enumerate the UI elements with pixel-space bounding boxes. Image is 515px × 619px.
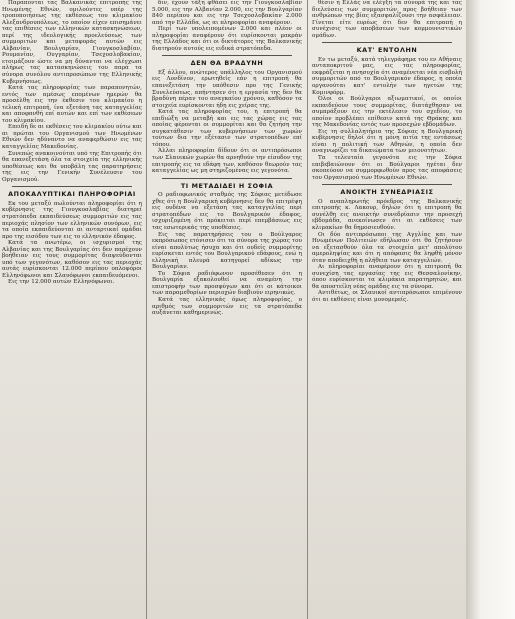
page-margin [466, 0, 515, 619]
divider-rule [12, 186, 132, 187]
col2-body2-4: Κατά τας ελληνικάς όμως πληροφορίας, ο αριθμός των συμμοριτών εις τα στρατόπεδα αυξάνεται καθημερινώς. [152, 296, 302, 317]
headline-will-not-delay: ΔΕΝ ΘΑ ΒΡΑΔΥΝΗ [190, 59, 264, 68]
col3-lead-1: θέσιν η Ελλάς να ελέγξη τα σύνορά της και τας διελεύσεις των συμμοριτών, προς βοήθειαν των ανθρώπων της βίας εξασφαλίζουσι την ασφάλειαν. Γίνεται είτε ευρέως ότι δεν θα επιτραπή η συνέχισις των αποβάσεων των κομμουνιστικών ομάδων. [312, 0, 462, 39]
col3-body2-2: Οι δύο αντιπρόσωποι της Αγγλίας και των Ηνωμένων Πολιτειών εδήλωσαν ότι θα ζητήσουν να εξετασθούν όλα τα στοιχεία μετ' απολύτου αμεροληψίας και ότι η απόφασις θα ληφθή μόνον όταν αποδειχθή η αλήθεια των καταγγελιών. [312, 231, 462, 264]
divider-rule [162, 55, 292, 56]
col1-body-1: Εκ του μεταξύ πωλούνται πληροφορίαι ότι η κυβέρνησις της Γιουγκοσλαβίας διατηρεί στρατόπεδα εκπαιδεύσεως συμμοριτών εις τας περιοχάς πλησίον των ελληνικών συνόρων, εις τα οποία εκπαιδεύονται αι ανταρτικαί ομάδαι προ της εισόδου των εις το ελληνικόν έδαφος. [2, 200, 142, 240]
col3-body1-4: Τα τελευταία γεγονότα εις την Σόφια επιβεβαιώνουν ότι οι Βούλγαροι ηγέται δεν σκοπεύουν να συμμορφωθούν προς τας αποφάσεις του Οργανισμού των Ηνωμένων Εθνών. [312, 155, 462, 181]
col1-body-3: Εις την 12.000 αυτών Ελληνόφωνοι. [8, 279, 115, 286]
divider-rule [162, 178, 292, 179]
headline-open-session: ΑΝΟΙΚΤΗ ΣΥΝΕΔΡΙΑΣΙΣ [340, 188, 434, 197]
col3-body2-3: Αι πληροφορίαι αναφέρουν ότι η επιτροπή θα συνεχίση τας εργασίας της εις Θεσσαλονίκην, όπου ευρίσκονται τα κλιμάκια παρατηρητών, και θα αποστείλη νέας ομάδας εις τα σύνορα. [312, 264, 462, 290]
col1-lead-3: Επειδή δε αι εκθέσεις του κλιμακίου ούτω και αι πρώται του Οργανισμού των Ηνωμένων Εθνών δεν ηδύναντο να αναφερθώσιν εις τας καταγγελίας Μακεδονίας. [2, 124, 142, 151]
column-divider [307, 0, 308, 619]
col2-body1-1: Εξ άλλου, ανώτερος υπάλληλος του Οργανισμού εις Λονδίνον, ερωτηθείς εάν η επιτροπή θα επανεξετάση την υπόθεσιν προ της Γενικής Συνελεύσεως, απήντησεν ότι η εργασία της δεν θα βραδύνη πέραν του αναγκαίου χρόνου, καθόσον τα στοιχεία ευρίσκονται ήδη εις χείρας της. [152, 69, 302, 109]
headline-sofia-broadcast: ΤΙ ΜΕΤΑΔΙΔΕΙ Η ΣΟΦΙΑ [180, 181, 274, 190]
col3-body1-3: Εις τη συλλαλητήρια της Σόφιας η Βουλγαρική κυβέρνησις δηλοί ότι η μόνη αιτία της εντάσεως είναι η πολιτική των Αθηνών, η οποία δεν αναγνωρίζει τα δικαιώματα των μειονοτήτων. [312, 128, 462, 155]
column-left [2, 0, 142, 619]
col2-lead-2: Περί των υπολειπομένων 2.000 και πλέον οι πληροφορίαι αναφέρουν ότι ευρίσκονται μακράν της Ελλάδος και ότι οι δικτάτορες της Βαλκανικής διατηρούν αυτούς εις ειδικά στρατόπεδα. [152, 26, 302, 52]
col2-body2-1: Ο ραδιοφωνικός σταθμός της Σόφιας μετέδωσε χθες ότι η Βουλγαρική κυβέρνησις δεν θα επιτρέψη εις ουδένα να εξετάση τας καταγγελίας περί στρατοπέδων εις το Βουλγαρικόν έδαφος, ισχυριζομένη ότι πρόκειται περί επεμβάσεως εις τας εσωτερικάς της υποθέσεις. [152, 192, 302, 231]
col2-body1-3: Άλλαι πληροφορίαι δίδουν ότι οι αντιπρόσωποι των Σλαυικών χωρών θα αρνηθούν την είσοδον της επιτροπής εις τα εδάφη των, καθόσον θεωρούν τας καταγγελίας ως μη στηριζομένας εις γεγονότα. [152, 148, 302, 175]
col2-body1-2: Κατά τας πληροφορίας του, η επιτροπή θα επιδιώξη να μεταβή και εις τας χώρας εις τας οποίας φέρονται οι συμμορίται και θα ζητήση την συγκατάθεσιν των κυβερνήσεων των χωρών τούτων δια την εξέτασιν των στρατοπέδων επί τόπου. [152, 109, 302, 148]
column-middle [152, 0, 302, 619]
col3-body1-1: Εν τω μεταξύ, κατά τηλεγράφημα του εν Αθήναις ανταποκριτού μας, εις τας πληροφορίας, εκφράζεται η ανησυχία ότι αναμένεται νέα εισβολή συμμοριτών από το Βουλγαρικόν έδαφος, η οποία οργανούται κατ' εντολήν των ηγετών της Κομινφόρμ. [312, 56, 462, 96]
divider-rule [322, 42, 452, 43]
col1-body-2: Κατά τα ανωτέρω, οι ισχυρισμοί της Αλβανίας και της Βουλγαρίας ότι δεν παρέχουν βοήθειαν εις τους συμμορίτας διαψεύδονται υπό των γεγονότων, καθόσον εις τας περιοχάς αυτάς ευρίσκονται 12.000 περίπου οπλοφόροι Ελληνόφωνοι και Σλαυόφωνοι εκπαιδευόμενοι. [2, 240, 142, 279]
col2-lead-1: διν, έχουν τάξη φθάσει εις την Γιουγκοσλαβίαν 5.000, εις την Αλβανίαν 2.000, εις την Βουλγαρίαν 840 περίπου και εις την Τσεχοσλοβακίαν 2.000 από την Ελλάδα, ως αι πληροφορίαι αναφέρουν. [152, 0, 302, 26]
divider-rule [322, 184, 452, 185]
col1-lead-2: Κατά τας πληροφορίας των παραπονητών, εντός των αμέσως επομένων ημερών θα προσέλθη εις την έκθεσιν του κλιμακίου η τελική επιτροπή, ίνα εξετάση τας καταγγελίας και αποφανθή επί αυτών και επί των εκθέσεων του κλιμακίου. [2, 85, 142, 124]
headline-revealing-info: ΑΠΟΚΑΛΥΠΤΙΚΑΙ ΠΛΗΡΟΦΟΡΙΑΙ [8, 190, 136, 199]
col1-lead-1: Παραπονται τας Βαλκανικάς επιτροπής της Ηνωμένης Εθνών, ομιλούντες υπέρ της τροποποιήσεως της εκθέσεως του κλιμακίου Αλεξανδρουπόλεως, το οποίον είχεν επισημάνει τας επιθέσεις των ελληνικών κατασκηνώσεων, περί της ιδεολογικής προελεύσεως των συμμοριτών και μεταφοράς αυτών εις Αλβανίαν, Βουλγαρίαν, Γιουγκοσλαβίαν, Ρουμανίαν, Ουγγαρίαν, Τσεχοσλοβακίαν, ετοιμάζουν ώστε να μη δύνανται να ελέγχωσι πλήρως τας κατασκηνώσεις του παρά τα σύνορα συνόλου αντιπροσώπων της Ελληνικής Κυβερνήσεως. [2, 0, 142, 85]
col3-body2-4: Αντιθέτως, οι Σλαυικοί αντιπρόσωποι επιμένουν ότι αι εκθέσεις είναι μονομερείς. [312, 290, 462, 303]
column-right [312, 0, 462, 619]
col3-body2-1: Ο αναπληρωτής πρόεδρος της Βαλκανικής επιτροπής κ. Λακουρ, δηλών ότι η επιτροπή θα συνέλθη εις ανοικτήν συνεδρίασιν την προσεχή εβδομάδα, ανεκοίνωσεν ότι αι εκθέσεις των κλιμακίων θα δημοσιευθούν. [312, 198, 462, 231]
col1-lead-4: Συνεπώς ανακοινούται υπό της Επιτροπής ότι θα επανεξετάση όλα τα στοιχεία της ελληνικής υποθέσεως και θα υποβάλη τας παρατηρήσεις της εις την Γενικήν Συνέλευσιν του Οργανισμού. [2, 150, 142, 183]
column-divider [146, 0, 147, 619]
col2-body2-3: Το Σόφια ραδιόφωνον προσέθεσεν ότι η Βουλγαρία εξακολουθεί να αναμένη την επιστροφήν των προσφύγων και ότι οι κάτοικοι των παραμεθορίων περιοχών διαβιούν ειρηνικώς. [152, 270, 302, 297]
col3-body1-2: Όλοι οι Βούλγαροι αξιωματικοί, οι οποίοι εκπαιδεύουν τους συμμορίτας, διατάχθησαν να συμπράξουν εις την εκτέλεσιν του σχεδίου, το οποίον προβλέπει επίθεσιν κατά της Θράκης και της Μακεδονίας εντός των προσεχών εβδομάδων. [312, 96, 462, 129]
headline-by-order: ΚΑΤ' ΕΝΤΟΛΗΝ [356, 46, 418, 55]
col2-body2-2: Εις τας παρατηρήσεις του ο Βούλγαρος εκπρόσωπος ετόνισεν ότι τα σύνορα της χώρας του είναι απολύτως ήσυχα και ότι ουδείς συμμορίτης ευρίσκεται εντός του Βουλγαρικού εδάφους, ενώ η ελληνική πλευρά κατηγορεί αδίκως την Βουλγαρίαν. [152, 231, 302, 271]
